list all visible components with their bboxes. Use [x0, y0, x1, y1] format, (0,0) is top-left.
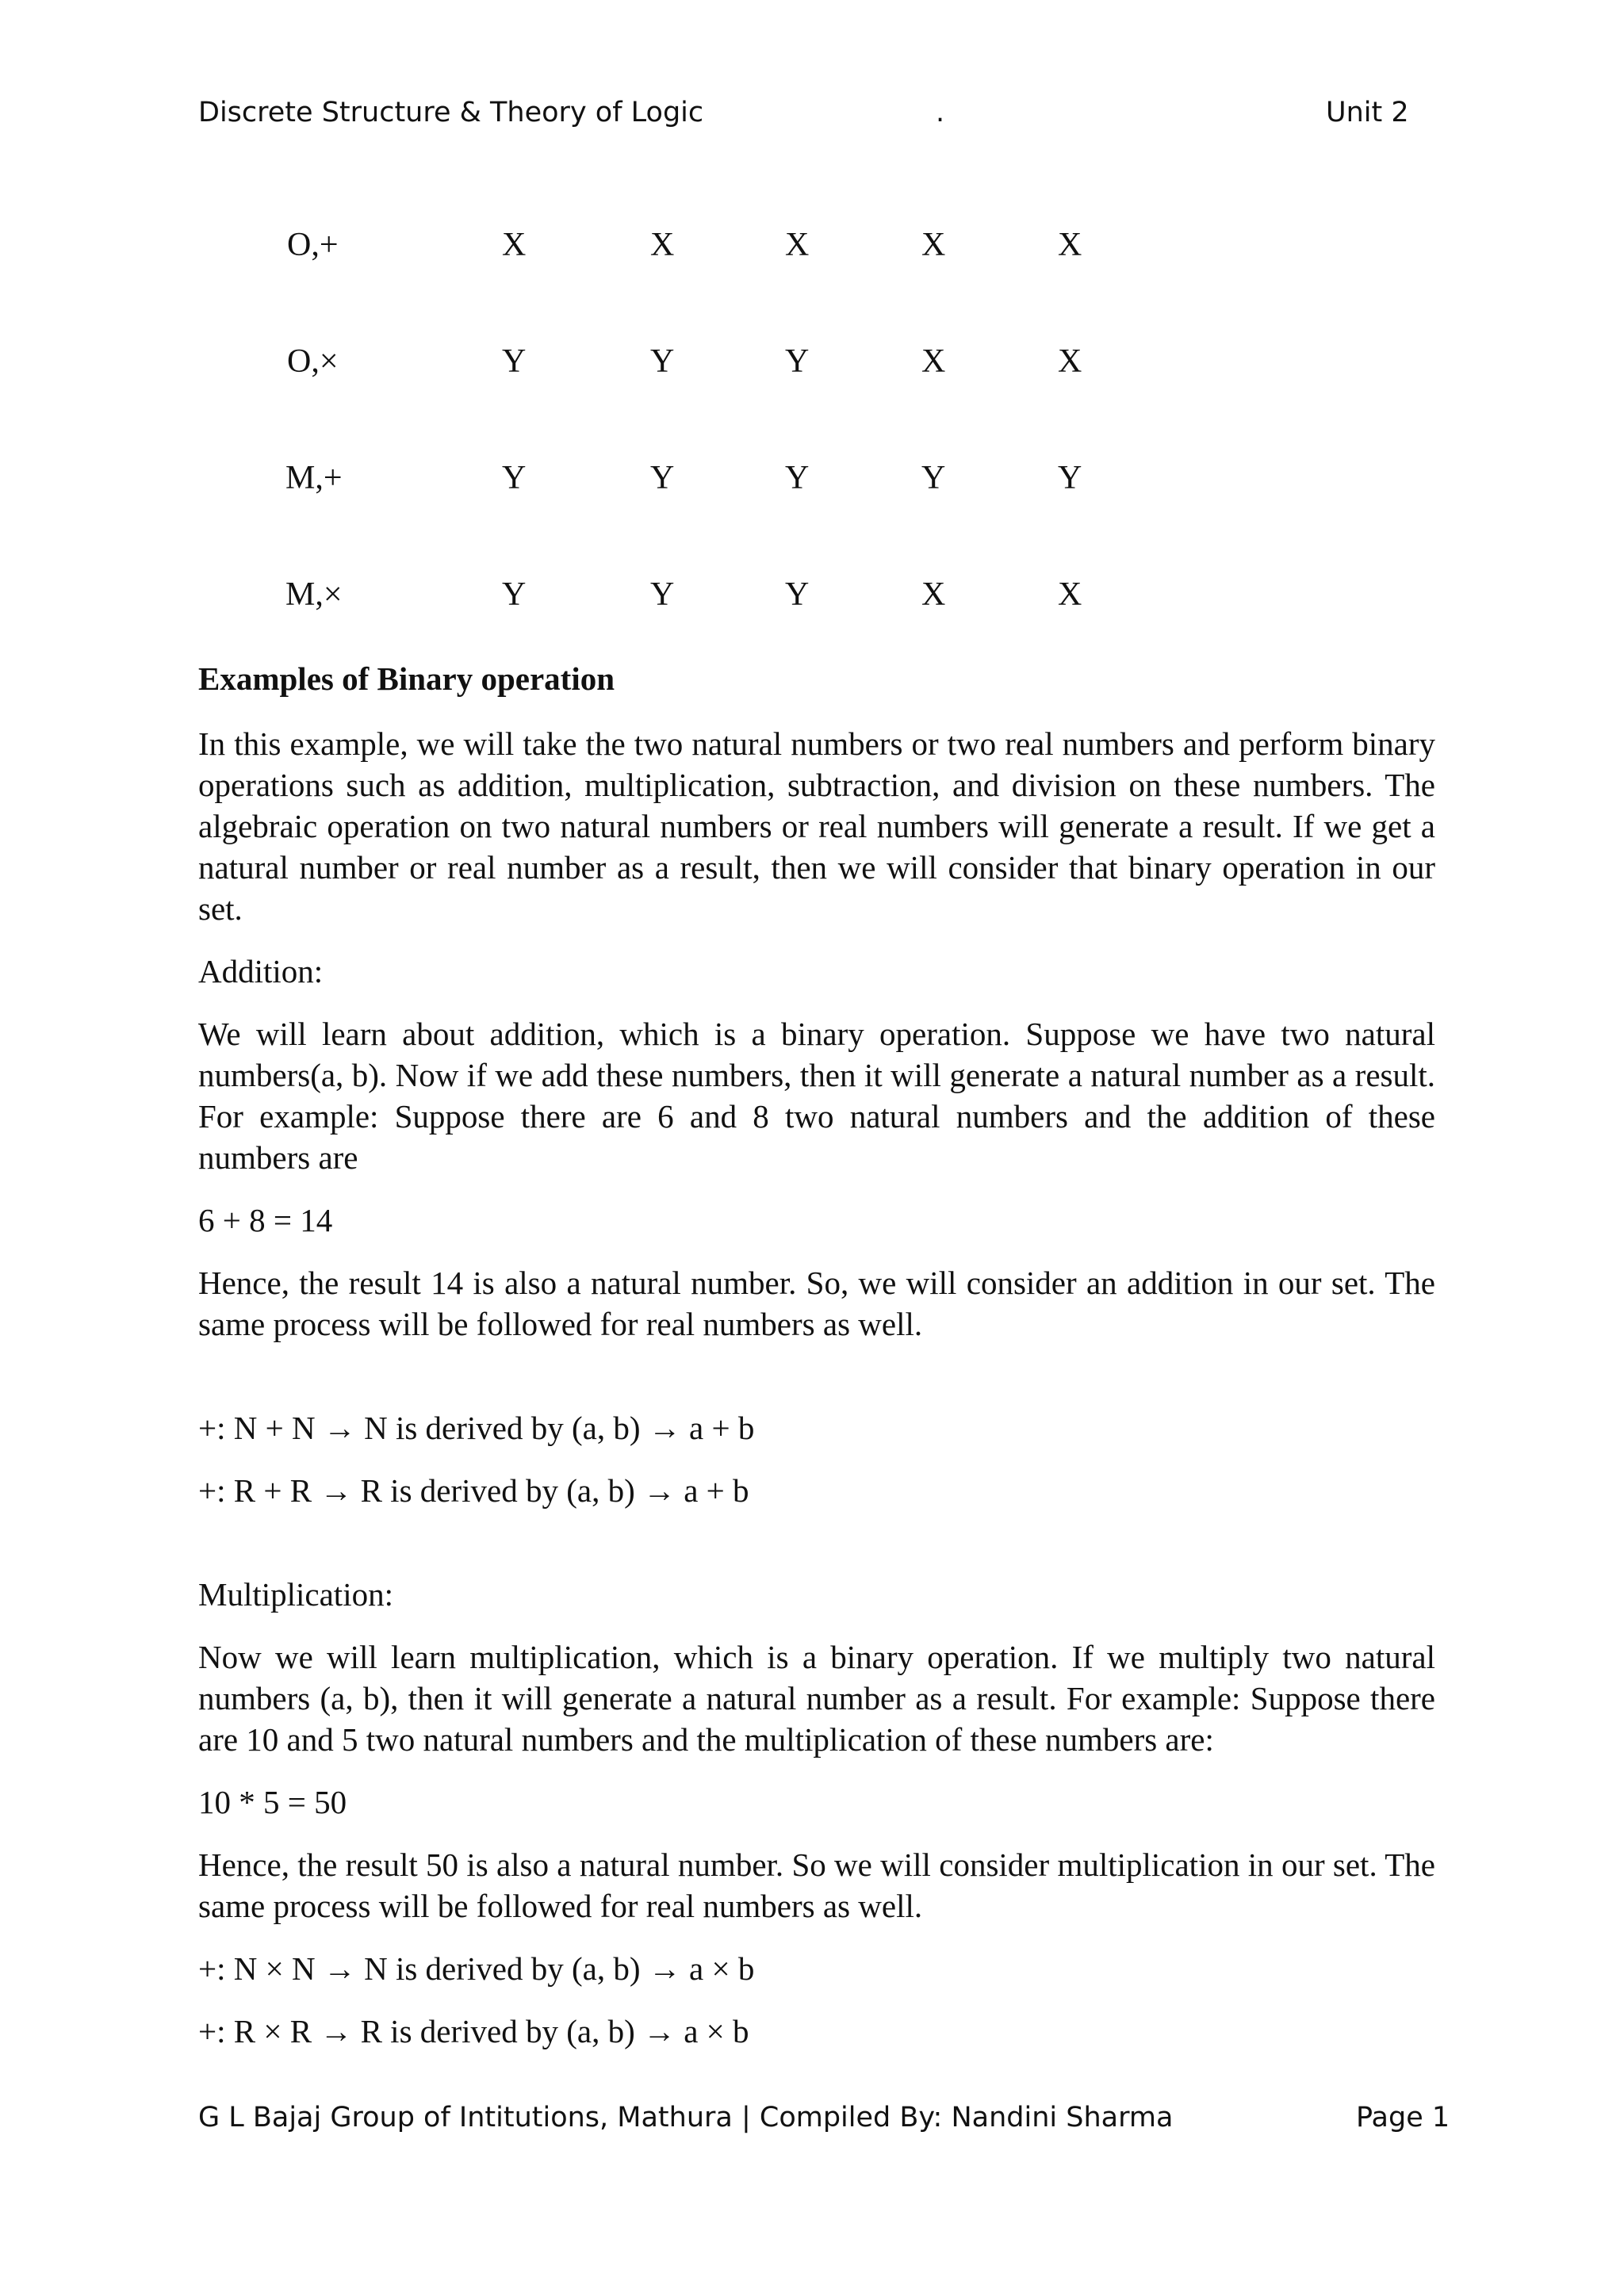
table-cell: X [785, 227, 810, 263]
table-cell: Y [785, 576, 810, 613]
intro-paragraph: In this example, we will take the two natural numbers or two real numbers and perform binary operations such as addition, multiplication, subtraction, and division on these numbers. The algebraic operation on two natural numbers or real numbers will generate a result. If we get a natural number or real number as a result, then we will consider that binary operation in our set. [198, 725, 1435, 927]
addition-equation: 6 + 8 = 14 [198, 1202, 333, 1238]
table-cell: Y [650, 343, 675, 380]
multiplication-result-paragraph: Hence, the result 50 is also a natural number. So we will consider multiplication in our set. The same process will be followed for real numbers as well. [198, 1846, 1435, 1924]
addition-mapping-real: +: R + R → R is derived by (a, b) → a + b [198, 1472, 749, 1509]
table-cell: X [1058, 343, 1082, 380]
table-row-label: M,+ [285, 460, 343, 496]
spacer [198, 1533, 1435, 1574]
table-row-label: O,+ [287, 227, 339, 263]
table-cell: X [921, 576, 946, 613]
table-cell: Y [785, 343, 810, 380]
table-cell: Y [650, 460, 675, 496]
table-cell: Y [650, 576, 675, 613]
header-course-title: Discrete Structure & Theory of Logic [198, 97, 704, 128]
section-heading: Examples of Binary operation [198, 660, 615, 697]
header-unit: Unit 2 [1326, 97, 1409, 128]
table-cell: Y [502, 343, 527, 380]
header-separator: . [936, 97, 945, 128]
table-row-label: M,× [285, 576, 343, 613]
table-cell: X [921, 227, 946, 263]
multiplication-paragraph: Now we will learn multiplication, which is a binary operation. If we multiply two natural numbers (a, b), then it will generate a natural number as a result. For example: Suppose there are 10 and 5 two natural numbers and the multiplication of these numbers are: [198, 1639, 1435, 1758]
table-cell: X [502, 227, 527, 263]
multiplication-mapping-real: +: R × R → R is derived by (a, b) → a × b [198, 2013, 749, 2049]
addition-mapping-natural: +: N + N → N is derived by (a, b) → a + b [198, 1410, 755, 1446]
table-cell: Y [785, 460, 810, 496]
spacer [198, 1366, 1435, 1407]
multiplication-mapping-natural: +: N × N → N is derived by (a, b) → a × b [198, 1950, 755, 1987]
document-body [198, 658, 1435, 2073]
table-cell: X [1058, 576, 1082, 613]
table-cell: X [921, 343, 946, 380]
table-cell: Y [921, 460, 946, 496]
addition-result-paragraph: Hence, the result 14 is also a natural number. So, we will consider an addition in our set. The same process will be followed for real numbers as well. [198, 1265, 1435, 1342]
table-cell: Y [502, 576, 527, 613]
addition-label: Addition: [198, 953, 324, 989]
table-row-label: O,× [287, 343, 339, 380]
table-cell: Y [502, 460, 527, 496]
multiplication-label: Multiplication: [198, 1576, 393, 1613]
table-cell: X [1058, 227, 1082, 263]
multiplication-equation: 10 * 5 = 50 [198, 1784, 347, 1820]
footer-page-number: Page 1 [1356, 2102, 1450, 2133]
footer-credits: G L Bajaj Group of Intitutions, Mathura | Compiled By: Nandini Sharma [198, 2102, 1174, 2133]
addition-paragraph: We will learn about addition, which is a binary operation. Suppose we have two natural numbers(a, b). Now if we add these numbers, then it will generate a natural number as a result. For example: Suppose there are 6 and 8 two natural numbers and the addition of these numbers are [198, 1016, 1435, 1176]
table-cell: Y [1058, 460, 1082, 496]
table-cell: X [650, 227, 675, 263]
